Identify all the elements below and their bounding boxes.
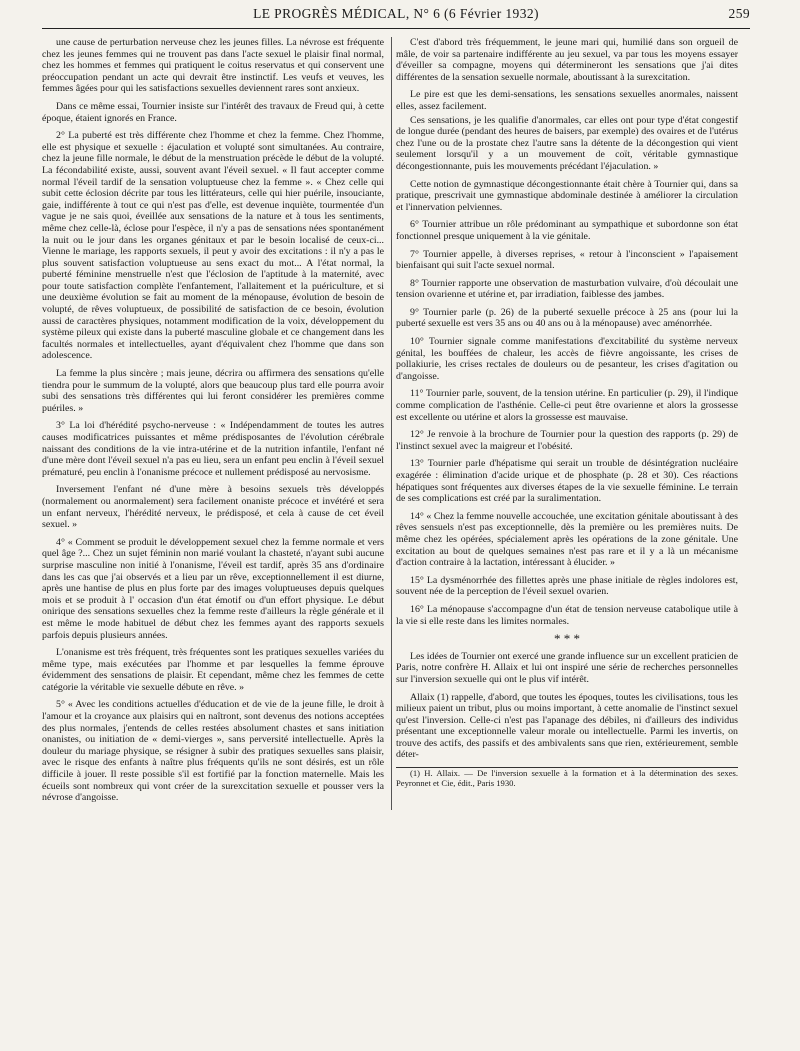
paragraph: une cause de perturbation nerveuse chez les jeunes filles. La névrose est fréquente chez les jeunes femmes qui ne trouvent pas dans l'acte sexuel le plaisir final normal, chez les hommes et femmes qui pratiquent le coitus reservatus et qui conservent une préoccupation pendant un acte qui devrait être instinctif. Les veufs et veuves, les femmes âgées pour qui les satisfactions sexuelles deviennent rares sont anxieux. — [42, 37, 384, 95]
paragraph: Cette notion de gymnastique décongestionnante était chère à Tournier qui, dans sa pratique, prescrivait une gymnastique abdominale destinée à améliorer la circulation et l'innervation pelviennes. — [396, 178, 738, 213]
left-column — [42, 37, 384, 810]
paragraph: 7° Tournier appelle, à diverses reprises, « retour à l'inconscient » l'apaisement bienfaisant qui suit l'acte sexuel normal. — [396, 248, 738, 272]
footnote: (1) H. Allaix. — De l'inversion sexuelle à la formation et à la détermination des sexes. Peyronnet et Cie, édit., Paris 1930. — [396, 768, 738, 789]
paragraph: 3° La loi d'hérédité psycho-nerveuse : « Indépendamment de toutes les autres causes modificatrices puissantes et même prédisposantes de l'évolution cérébrale naissant des conditions de la vie intra-utérine et de la nutrition infantile, l'enfant né d'une mère dont l'éveil sexuel n'a pas eu lieu, sera un enfant peu enclin à l'éveil sexuel prématuré, peu enclin à l'onanisme précoce et nullement prédisposé au nervosisme. — [42, 420, 384, 478]
header-rule — [42, 28, 750, 29]
section-asterism: * * * — [554, 631, 580, 647]
right-column — [396, 37, 738, 810]
paragraph: Allaix (1) rappelle, d'abord, que toutes les époques, toutes les civilisations, tous les milieux paient un tribut, plus ou moins important, à cette anomalie de l'instinct sexuel qu'est l'inversion. Celle-ci n'est pas l'apanage des débiles, ni d'ailleurs des individus présentant une exceptionnelle valeur morale ou intellectuelle. Parmi les invertis, on trouve des actifs, des passifs et des ambivalents sans que rien, extérieurement, semble déter- — [396, 691, 738, 761]
paragraph: 11° Tournier parle, souvent, de la tension utérine. En particulier (p. 29), il l'indique comme complication de l'asthénie. Celle-ci peut être ovarienne et alors la grossesse est excellente ou utérine et alors la grossesse est mauvaise. — [396, 388, 738, 423]
paragraph: L'onanisme est très fréquent, très fréquentes sont les pratiques sexuelles variées du même type, mais exécutées par l'homme et par lesquelles la femme éprouve évidemment des sensations de plaisir. Et cependant, même chez les femmes de cette catégorie la véritable vie sexuelle débute en rêve. » — [42, 647, 384, 693]
two-column-body — [42, 37, 750, 810]
paragraph: 4° « Comment se produit le développement sexuel chez la femme normale et vers quel âge ?... Chez un sujet féminin non marié voulant la chasteté, n'ayant subi aucune surprise masculine non initié à l'onanisme, l'éveil est tardif, après 35 ans d'ordinaire dans les cas que j'ai observés et a lieu par un rêve, exceptionnellement il est diurne, après une hantise de plus en plus forte par des images voluptueuses depuis quelques mois et se produit à l' occasion d'un état émotif ou d'un effort physique. Le début onirique des sensations sexuelles chez la femme reste d'ailleurs la règle générale et il est même le mode habituel de début chez les femmes ayant des rapports sexuels parfois depuis plusieurs années. — [42, 536, 384, 641]
paragraph: C'est d'abord très fréquemment, le jeune mari qui, humilié dans son orgueil de mâle, de voir sa partenaire indifférente au jeu sexuel, va par tous les moyens essayer d'éveiller sa compagne, moyens qui détermineront les sensations que j'ai dites différentes de la sensation sexuelle normale, aboutissant à la surexcitation. — [396, 37, 738, 83]
header-title: LE PROGRÈS MÉDICAL, N° 6 (6 Février 1932) — [253, 6, 539, 21]
paragraph: 2° La puberté est très différente chez l'homme et chez la femme. Chez l'homme, elle est physique et sexuelle : éjaculation et volupté sont simultanées. Au contraire, chez la jeune fille normale, le début de la menstruation précède le début de la volupté. La fécondabilité existe, aussi, souvent avant l'éveil sexuel. « Il faut accepter comme normal l'éveil tardif de la sensation voluptueuse chez la femme ». « Chez celle qui subit cette éclosion décrite par tous les littérateurs, celle qui hier puérile, insouciante, gaie, indifférente à tout ce qui n'est pas d'elle, est devenue inquiète, tourmentée d'un vague je ne sais quoi, éveillée aux sensations de la nature et à tous les sentiments, même chez celle-là, éclose pour l'espèce, il n'y a pas de sensations nées spontanément la nuit ou le jour dans les organes génitaux et par le besoin localisé de ceux-ci... Vienne le mariage, les rapports sexuels, il peut y avoir des excitations : il n'y a pas le plus souvent satisfaction voluptueuse au sens exact du mot... A l'état normal, la puberté féminine menstruelle n'est que l'éclosion de l'aptitude à la maternité, avec pour toute satisfaction complète l'enfantement, l'allaitement et la puériculture, et si une deuxième évolution se fait au moment de la ménopause, évolution de besoin de volupté, de rêves voluptueux, de possibilité de satisfaction de ce besoin, évolution aussi de caractères physiques, notamment modification de la voix, développement du système pileux qui existe dans la puberté masculine globale et ce changement dans les facultés normales et intellectuelles, ayant d'équivalent chez l'homme que dans son adolescence. — [42, 130, 384, 362]
page-number: 259 — [728, 6, 750, 21]
paragraph: Inversement l'enfant né d'une mère à besoins sexuels très développés (normalement ou anormalement) sera facilement onaniste précoce et invétéré et sera un enfant nerveux, l'hérédité nerveux, le prédisposé, et cela à cause de cet éveil sexuel. » — [42, 484, 384, 531]
journal-page — [42, 6, 750, 1046]
paragraph: Les idées de Tournier ont exercé une grande influence sur un excellent praticien de Paris, notre confrère H. Allaix et lui ont inspiré une série de recherches personnelles sur l'inversion sexuelle qui ont le plus vif intérêt. — [396, 650, 738, 685]
paragraph: La femme la plus sincère ; mais jeune, décrira ou affirmera des sensations qu'elle tiendra pour le summum de la volupté, alors que beaucoup plus tard elle pourra avoir subi des sensations très différentes qui lui feront considérer les premières comme puériles. » — [42, 368, 384, 414]
running-header — [42, 6, 750, 26]
paragraph: Ces sensations, je les qualifie d'anormales, car elles ont pour type d'état congestif de longue durée (pendant des heures de baisers, par exemple) des ovaires et de l'utérus chez l'une ou de la prostate chez l'autre sans la détente de la décongestion qui vient seulement lorsqu'il y a un mouvement de coït, véritable gymnastique décongestionnante, puis les mouvements précédant l'éjaculation. » — [396, 114, 738, 172]
paragraph: 9° Tournier parle (p. 26) de la puberté sexuelle précoce à 25 ans (pour lui la puberté sexuelle est vers 35 ans ou 40 ans ou à la ménopause) avec aménorrhée. — [396, 306, 738, 330]
paragraph: 14° « Chez la femme nouvelle accouchée, une excitation génitale aboutissant à des rêves sensuels n'est pas exceptionnelle, dès la première ou les premières nuits. De même chez les opérées, spécialement après les opérations de la zone génitale. Une excitation au bout de quelques semaines n'est pas rare et il y a là un mécanisme d'action contraire à la lactation, intéressant à élucider. » — [396, 510, 738, 569]
paragraph: 6° Tournier attribue un rôle prédominant au sympathique et subordonne son état fonctionnel presque uniquement à la vie génitale. — [396, 219, 738, 242]
paragraph: 13° Tournier parle d'hépatisme qui serait un trouble de désintégration nucléaire exagérée : élimination d'acide urique et de phosphate (p. 28 et 30). Ces réactions hépatiques sont fréquentes aux diverses étapes de la vie sexuelle féminine. Le terrain de ses complications est créé par la suralimentation. — [396, 458, 738, 505]
paragraph: 12° Je renvoie à la brochure de Tournier pour la question des rapports (p. 29) de l'instinct sexuel avec la maigreur et l'obésité. — [396, 429, 738, 452]
paragraph: 16° La ménopause s'accompagne d'un état de tension nerveuse catabolique utile à la vie si elle reste dans les limites normales. — [396, 603, 738, 627]
paragraph: Le pire est que les demi-sensations, les sensations sexuelles anormales, naissent elles, assez facilement. — [396, 89, 738, 112]
paragraph: 10° Tournier signale comme manifestations d'excitabilité du système nerveux génital, les bouffées de chaleur, les accès de fièvre angoissante, les crises de pollakiurie, les crises rectales de douleurs ou de pesanteur, les crises d'agitation ou d'angoisse. — [396, 336, 738, 382]
column-divider — [391, 37, 392, 810]
paragraph: 15° La dysménorrhée des fillettes après une phase initiale de règles indolores est, souvent née de la perception de l'éveil sexuel ovarien. — [396, 574, 738, 598]
paragraph: 8° Tournier rapporte une observation de masturbation vulvaire, d'où découlait une tension ovarienne et utérine et, par irradiation, faiblesse des jambes. — [396, 277, 738, 301]
paragraph: 5° « Avec les conditions actuelles d'éducation et de vie de la jeune fille, le droit à l'amour et la croyance aux plaisirs qui en naîtront, sont devenus des notions acceptées des plus normales, j'entends de celles restées absolument chastes et sans initiation onanistes, ou initiation de « demi-vierges », sans perversité intellectuelle. Après la douleur du mariage physique, se résigner à subir des pratiques sexuelles sans plaisir, avec le risque des enfants à naître plus fréquents qu'ils ne sont désirés, est un rôle difficile à jouer. Il reste possible s'il est fortifié par la fonction maternelle. Mais les écueils sont nombreux qui vont créer de la surexcitation sexuelle et pousser vers la névrose d'angoisse. — [42, 699, 384, 804]
paragraph: Dans ce même essai, Tournier insiste sur l'intérêt des travaux de Freud qui, à cette époque, étaient ignorés en France. — [42, 100, 384, 124]
